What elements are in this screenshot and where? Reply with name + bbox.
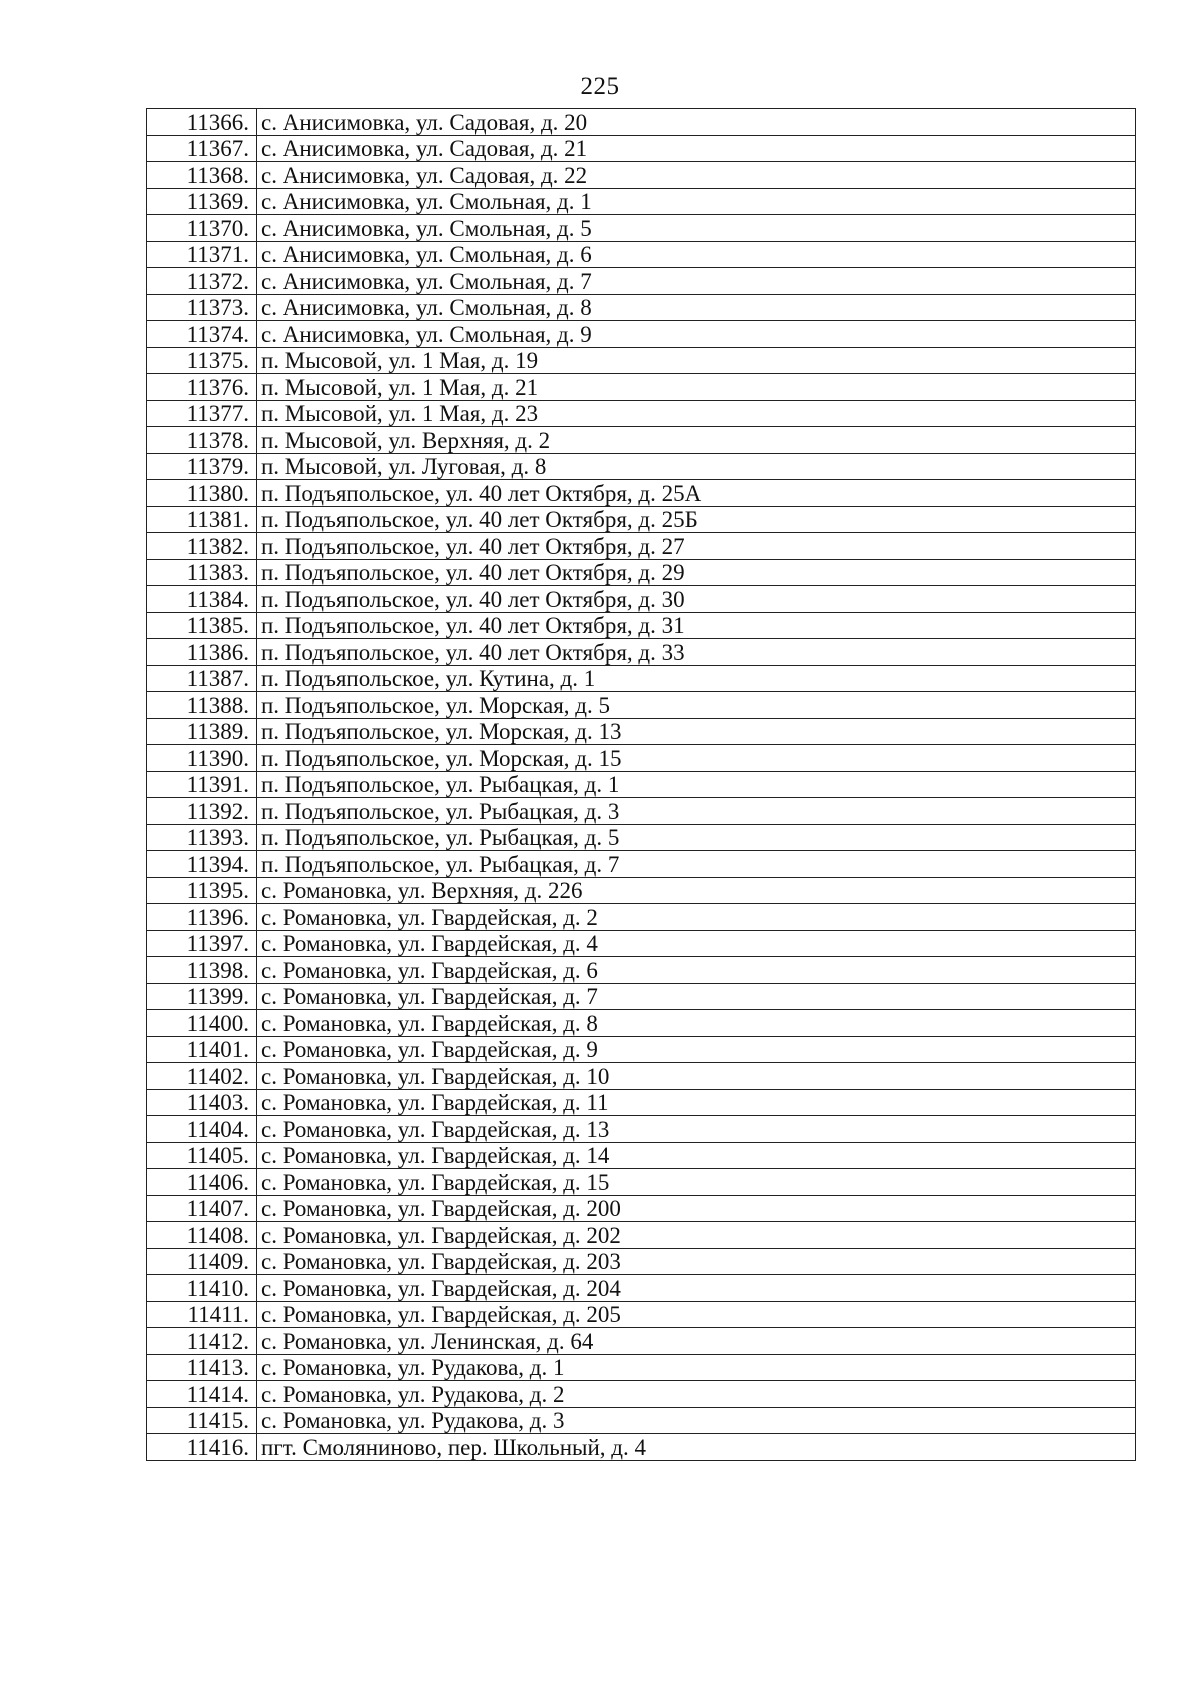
address-cell: с. Романовка, ул. Верхняя, д. 226 (257, 877, 1136, 904)
address-cell: с. Романовка, ул. Гвардейская, д. 203 (257, 1248, 1136, 1275)
table-row (147, 453, 1136, 480)
row-number-cell: 11414. (147, 1381, 257, 1408)
address-cell: с. Анисимовка, ул. Смольная, д. 8 (257, 294, 1136, 321)
table-row (147, 135, 1136, 162)
address-cell: п. Подъяпольское, ул. Рыбацкая, д. 1 (257, 771, 1136, 798)
row-number-cell: 11392. (147, 798, 257, 825)
row-number-cell: 11376. (147, 374, 257, 401)
table-row (147, 347, 1136, 374)
table-row (147, 1089, 1136, 1116)
address-cell: п. Подъяпольское, ул. Морская, д. 13 (257, 718, 1136, 745)
table-row (147, 400, 1136, 427)
address-cell: п. Подъяпольское, ул. 40 лет Октября, д. 31 (257, 612, 1136, 639)
address-cell: с. Анисимовка, ул. Садовая, д. 20 (257, 109, 1136, 136)
table-row (147, 851, 1136, 878)
address-cell: с. Романовка, ул. Гвардейская, д. 11 (257, 1089, 1136, 1116)
address-cell: с. Романовка, ул. Гвардейская, д. 2 (257, 904, 1136, 931)
table-row (147, 294, 1136, 321)
address-cell: п. Мысовой, ул. 1 Мая, д. 23 (257, 400, 1136, 427)
table-row (147, 533, 1136, 560)
address-cell: п. Подъяпольское, ул. 40 лет Октября, д. 29 (257, 559, 1136, 586)
row-number-cell: 11372. (147, 268, 257, 295)
address-cell: п. Подъяпольское, ул. 40 лет Октября, д. 30 (257, 586, 1136, 613)
row-number-cell: 11402. (147, 1063, 257, 1090)
table-row (147, 930, 1136, 957)
table-row (147, 374, 1136, 401)
table-row (147, 1248, 1136, 1275)
row-number-cell: 11371. (147, 241, 257, 268)
row-number-cell: 11396. (147, 904, 257, 931)
table-row (147, 1195, 1136, 1222)
address-cell: с. Анисимовка, ул. Смольная, д. 9 (257, 321, 1136, 348)
table-row (147, 1407, 1136, 1434)
row-number-cell: 11389. (147, 718, 257, 745)
row-number-cell: 11377. (147, 400, 257, 427)
address-cell: с. Анисимовка, ул. Смольная, д. 5 (257, 215, 1136, 242)
row-number-cell: 11390. (147, 745, 257, 772)
row-number-cell: 11403. (147, 1089, 257, 1116)
row-number-cell: 11368. (147, 162, 257, 189)
table-row (147, 1116, 1136, 1143)
row-number-cell: 11397. (147, 930, 257, 957)
address-cell: с. Романовка, ул. Гвардейская, д. 8 (257, 1010, 1136, 1037)
address-cell: с. Романовка, ул. Гвардейская, д. 205 (257, 1301, 1136, 1328)
address-cell: п. Подъяпольское, ул. Морская, д. 5 (257, 692, 1136, 719)
address-cell: с. Анисимовка, ул. Смольная, д. 6 (257, 241, 1136, 268)
table-row (147, 983, 1136, 1010)
row-number-cell: 11401. (147, 1036, 257, 1063)
table-row (147, 1275, 1136, 1302)
row-number-cell: 11415. (147, 1407, 257, 1434)
table-row (147, 771, 1136, 798)
address-cell: п. Мысовой, ул. Верхняя, д. 2 (257, 427, 1136, 454)
row-number-cell: 11413. (147, 1354, 257, 1381)
row-number-cell: 11391. (147, 771, 257, 798)
row-number-cell: 11384. (147, 586, 257, 613)
address-cell: с. Романовка, ул. Гвардейская, д. 204 (257, 1275, 1136, 1302)
address-cell: с. Анисимовка, ул. Смольная, д. 7 (257, 268, 1136, 295)
row-number-cell: 11387. (147, 665, 257, 692)
row-number-cell: 11398. (147, 957, 257, 984)
page-number: 225 (580, 73, 620, 100)
table-row (147, 321, 1136, 348)
table-row (147, 718, 1136, 745)
table-row (147, 506, 1136, 533)
table-row (147, 639, 1136, 666)
address-cell: с. Анисимовка, ул. Садовая, д. 21 (257, 135, 1136, 162)
address-cell: пгт. Смоляниново, пер. Школьный, д. 4 (257, 1434, 1136, 1461)
table-row (147, 1381, 1136, 1408)
address-cell: с. Романовка, ул. Ленинская, д. 64 (257, 1328, 1136, 1355)
row-number-cell: 11381. (147, 506, 257, 533)
address-cell: с. Романовка, ул. Гвардейская, д. 10 (257, 1063, 1136, 1090)
table-row (147, 480, 1136, 507)
table-row (147, 1142, 1136, 1169)
table-row (147, 1301, 1136, 1328)
table-row (147, 1063, 1136, 1090)
address-cell: п. Мысовой, ул. 1 Мая, д. 19 (257, 347, 1136, 374)
row-number-cell: 11369. (147, 188, 257, 215)
address-register-table (146, 108, 1136, 1461)
address-cell: с. Романовка, ул. Рудакова, д. 3 (257, 1407, 1136, 1434)
row-number-cell: 11400. (147, 1010, 257, 1037)
table-row (147, 268, 1136, 295)
row-number-cell: 11378. (147, 427, 257, 454)
address-cell: с. Романовка, ул. Гвардейская, д. 15 (257, 1169, 1136, 1196)
table-row (147, 745, 1136, 772)
row-number-cell: 11388. (147, 692, 257, 719)
table-row (147, 1354, 1136, 1381)
row-number-cell: 11410. (147, 1275, 257, 1302)
table-row (147, 1222, 1136, 1249)
row-number-cell: 11407. (147, 1195, 257, 1222)
address-cell: с. Романовка, ул. Гвардейская, д. 13 (257, 1116, 1136, 1143)
table-row (147, 1036, 1136, 1063)
address-cell: с. Романовка, ул. Рудакова, д. 2 (257, 1381, 1136, 1408)
row-number-cell: 11383. (147, 559, 257, 586)
address-cell: п. Подъяпольское, ул. Рыбацкая, д. 3 (257, 798, 1136, 825)
address-cell: п. Подъяпольское, ул. Рыбацкая, д. 7 (257, 851, 1136, 878)
row-number-cell: 11380. (147, 480, 257, 507)
row-number-cell: 11412. (147, 1328, 257, 1355)
row-number-cell: 11406. (147, 1169, 257, 1196)
table-row (147, 1328, 1136, 1355)
table-row (147, 824, 1136, 851)
row-number-cell: 11411. (147, 1301, 257, 1328)
address-cell: с. Анисимовка, ул. Смольная, д. 1 (257, 188, 1136, 215)
row-number-cell: 11374. (147, 321, 257, 348)
row-number-cell: 11373. (147, 294, 257, 321)
table-row (147, 692, 1136, 719)
row-number-cell: 11409. (147, 1248, 257, 1275)
address-cell: с. Анисимовка, ул. Садовая, д. 22 (257, 162, 1136, 189)
row-number-cell: 11366. (147, 109, 257, 136)
table-row (147, 109, 1136, 136)
table-row (147, 427, 1136, 454)
address-cell: п. Мысовой, ул. 1 Мая, д. 21 (257, 374, 1136, 401)
address-cell: с. Романовка, ул. Гвардейская, д. 7 (257, 983, 1136, 1010)
address-cell: с. Романовка, ул. Гвардейская, д. 6 (257, 957, 1136, 984)
address-cell: п. Подъяпольское, ул. Рыбацкая, д. 5 (257, 824, 1136, 851)
address-cell: с. Романовка, ул. Гвардейская, д. 200 (257, 1195, 1136, 1222)
row-number-cell: 11408. (147, 1222, 257, 1249)
address-cell: с. Романовка, ул. Гвардейская, д. 202 (257, 1222, 1136, 1249)
row-number-cell: 11382. (147, 533, 257, 560)
table-row (147, 665, 1136, 692)
row-number-cell: 11395. (147, 877, 257, 904)
row-number-cell: 11405. (147, 1142, 257, 1169)
row-number-cell: 11404. (147, 1116, 257, 1143)
table-row (147, 904, 1136, 931)
table-row (147, 559, 1136, 586)
table-row (147, 957, 1136, 984)
table-row (147, 1010, 1136, 1037)
row-number-cell: 11416. (147, 1434, 257, 1461)
address-cell: п. Мысовой, ул. Луговая, д. 8 (257, 453, 1136, 480)
row-number-cell: 11394. (147, 851, 257, 878)
row-number-cell: 11375. (147, 347, 257, 374)
table-row (147, 162, 1136, 189)
row-number-cell: 11399. (147, 983, 257, 1010)
address-cell: п. Подъяпольское, ул. Морская, д. 15 (257, 745, 1136, 772)
table-row (147, 215, 1136, 242)
table-row (147, 241, 1136, 268)
address-cell: с. Романовка, ул. Рудакова, д. 1 (257, 1354, 1136, 1381)
address-register-body (147, 109, 1136, 1461)
table-row (147, 877, 1136, 904)
table-row (147, 612, 1136, 639)
address-cell: с. Романовка, ул. Гвардейская, д. 9 (257, 1036, 1136, 1063)
table-row (147, 798, 1136, 825)
address-cell: п. Подъяпольское, ул. 40 лет Октября, д. 27 (257, 533, 1136, 560)
address-cell: с. Романовка, ул. Гвардейская, д. 14 (257, 1142, 1136, 1169)
address-cell: п. Подъяпольское, ул. 40 лет Октября, д. 33 (257, 639, 1136, 666)
table-row (147, 1434, 1136, 1461)
row-number-cell: 11393. (147, 824, 257, 851)
row-number-cell: 11385. (147, 612, 257, 639)
row-number-cell: 11386. (147, 639, 257, 666)
row-number-cell: 11367. (147, 135, 257, 162)
row-number-cell: 11370. (147, 215, 257, 242)
address-cell: с. Романовка, ул. Гвардейская, д. 4 (257, 930, 1136, 957)
address-cell: п. Подъяпольское, ул. 40 лет Октября, д. 25Б (257, 506, 1136, 533)
table-row (147, 1169, 1136, 1196)
table-row (147, 188, 1136, 215)
address-cell: п. Подъяпольское, ул. Кутина, д. 1 (257, 665, 1136, 692)
row-number-cell: 11379. (147, 453, 257, 480)
address-cell: п. Подъяпольское, ул. 40 лет Октября, д. 25А (257, 480, 1136, 507)
table-row (147, 586, 1136, 613)
